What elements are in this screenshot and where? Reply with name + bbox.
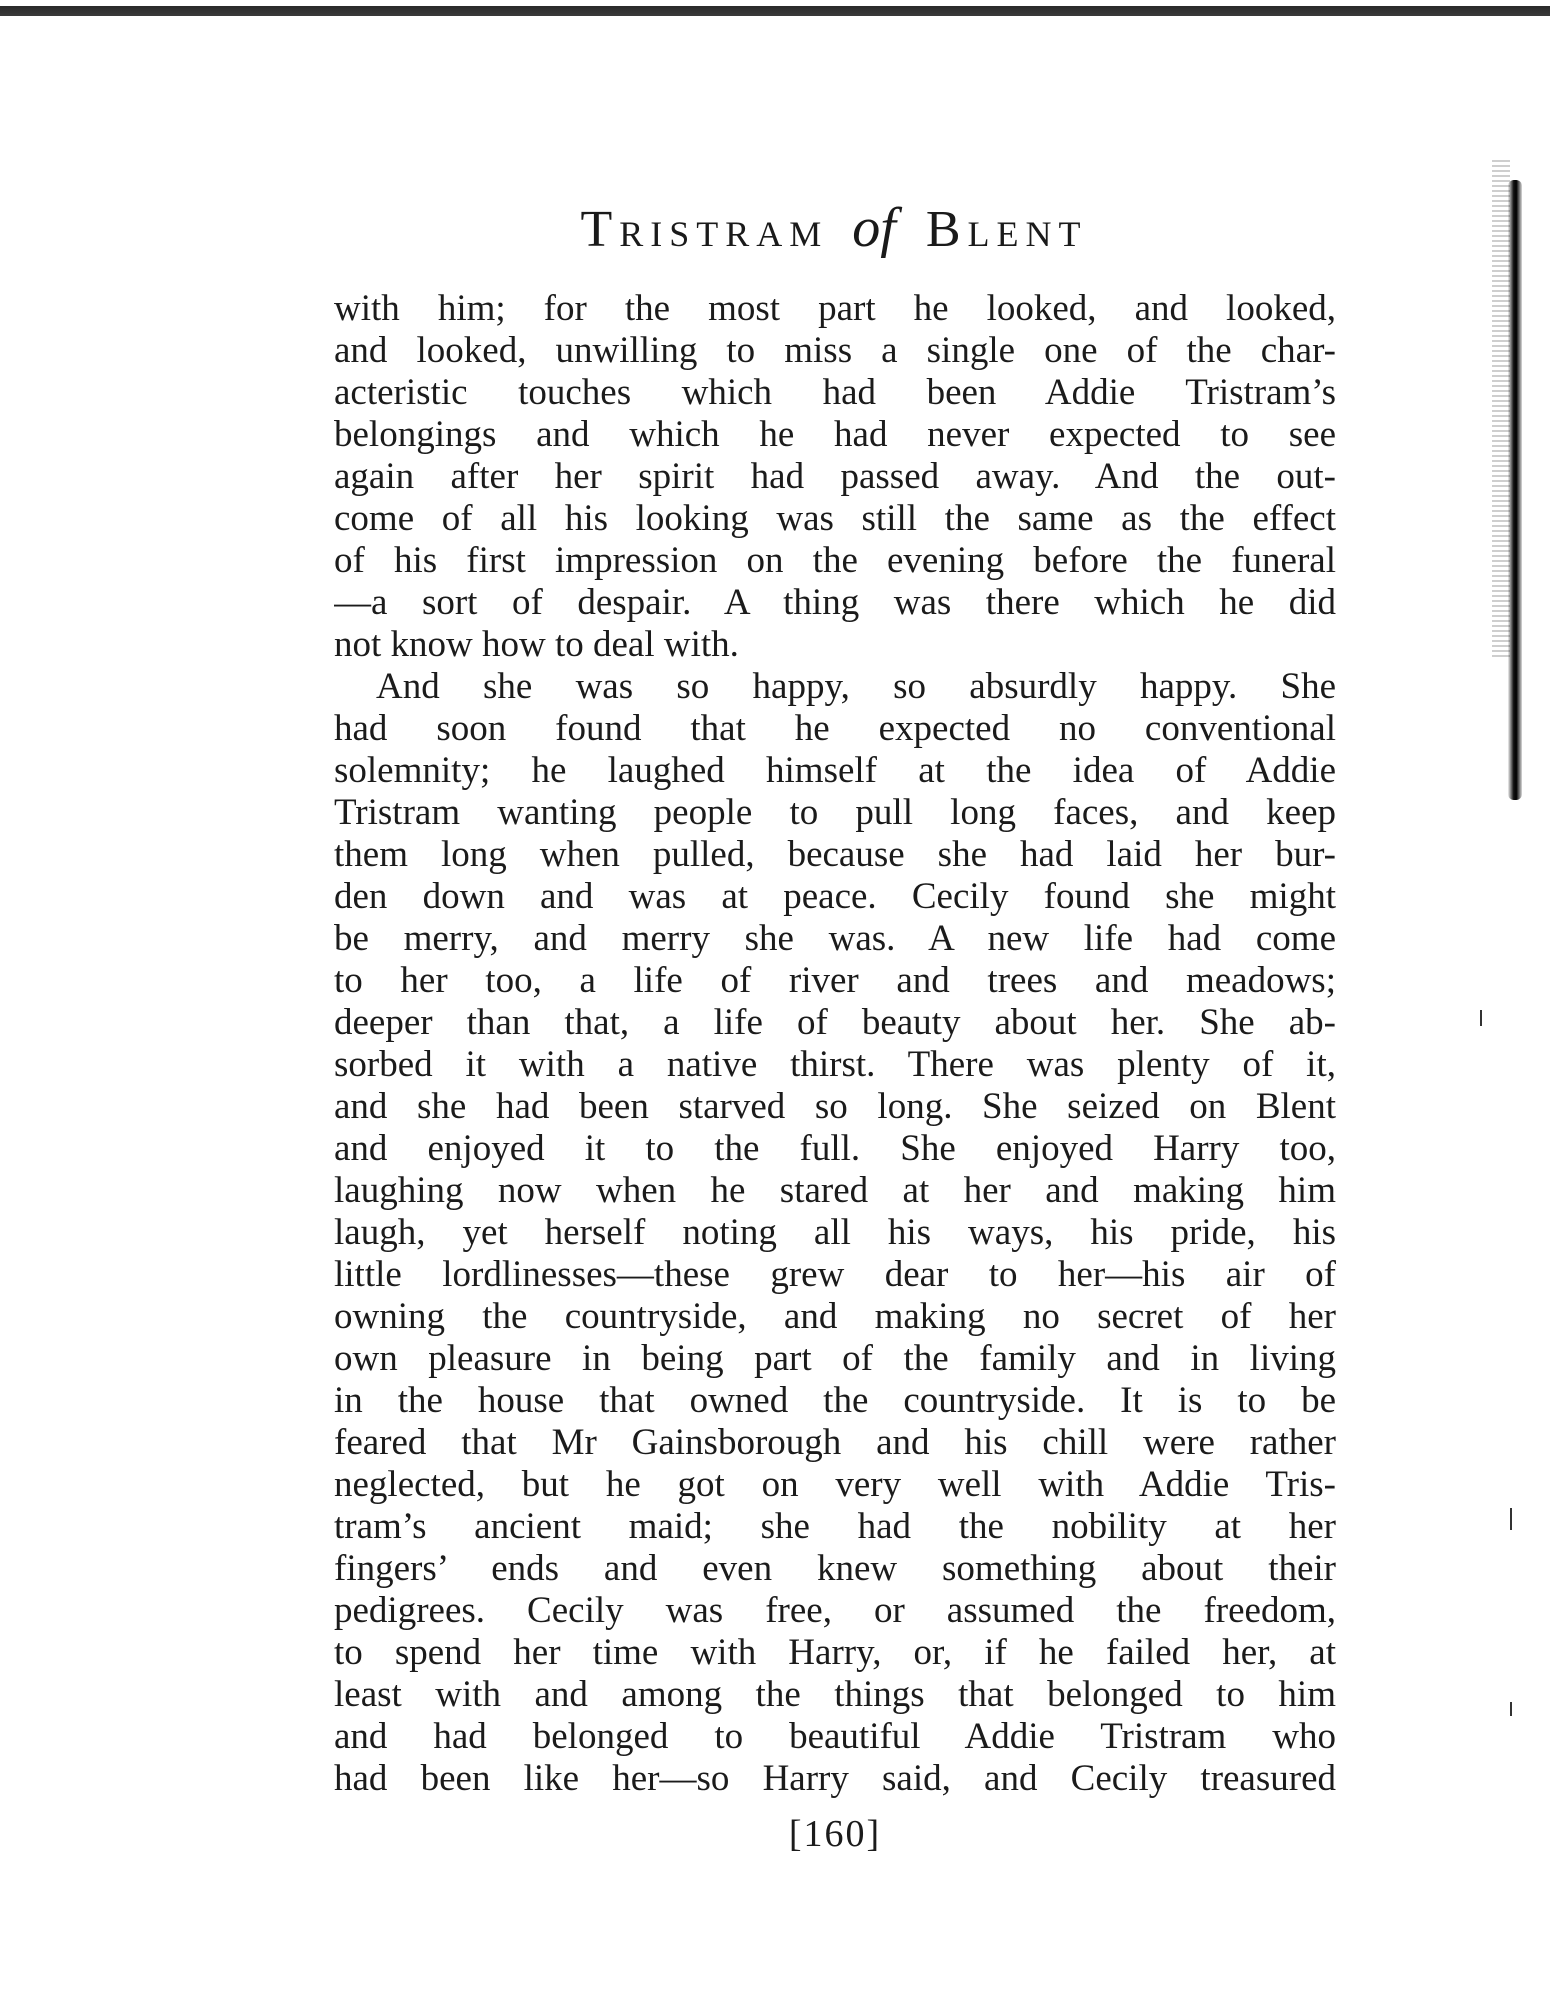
scan-edge-mark xyxy=(1508,180,1522,800)
text-line: neglected, but he got on very well with Addie Tris- xyxy=(334,1464,1336,1505)
text-line: laughing now when he stared at her and making him xyxy=(334,1170,1336,1211)
text-line: and she had been starved so long. She seized on Blent xyxy=(334,1086,1336,1127)
text-line: least with and among the things that belonged to him xyxy=(334,1674,1336,1715)
text-line: come of all his looking was still the same as the effect xyxy=(334,498,1336,539)
paragraph-start-line: And she was so happy, so absurdly happy. She xyxy=(376,666,1336,707)
text-line: solemnity; he laughed himself at the idea of Addie xyxy=(334,750,1336,791)
text-line: own pleasure in being part of the family and in living xyxy=(334,1338,1336,1379)
top-border-rule xyxy=(0,6,1550,16)
text-line: owning the countryside, and making no secret of her xyxy=(334,1296,1336,1337)
scan-speck xyxy=(1510,1702,1512,1716)
text-line: belongings and which he had never expected to see xyxy=(334,414,1336,455)
text-line: and had belonged to beautiful Addie Tristram who xyxy=(334,1716,1336,1757)
text-line: deeper than that, a life of beauty about her. She ab- xyxy=(334,1002,1336,1043)
text-line: acteristic touches which had been Addie Tristram’s xyxy=(334,372,1336,413)
text-line: not know how to deal with. xyxy=(334,624,739,665)
text-line: to spend her time with Harry, or, if he failed her, at xyxy=(334,1632,1336,1673)
text-line: little lordlinesses—these grew dear to her—his air of xyxy=(334,1254,1336,1295)
text-line: again after her spirit had passed away. And the out- xyxy=(334,456,1336,497)
text-line: laugh, yet herself noting all his ways, his pride, his xyxy=(334,1212,1336,1253)
text-line: and looked, unwilling to miss a single one of the char- xyxy=(334,330,1336,371)
text-line: be merry, and merry she was. A new life had come xyxy=(334,918,1336,959)
text-line: with him; for the most part he looked, and looked, xyxy=(334,288,1336,329)
running-head-title-part1: Tristram xyxy=(580,201,829,258)
text-line: pedigrees. Cecily was free, or assumed the freedom, xyxy=(334,1590,1336,1631)
running-head-connector: of xyxy=(852,197,896,259)
scan-speck xyxy=(1480,1010,1482,1026)
text-line: tram’s ancient maid; she had the nobility at her xyxy=(334,1506,1336,1547)
running-head xyxy=(334,196,1334,266)
text-line: feared that Mr Gainsborough and his chill were rather xyxy=(334,1422,1336,1463)
text-line: of his first impression on the evening before the funeral xyxy=(334,540,1336,581)
running-head-title-part2: Blent xyxy=(925,201,1088,258)
page-number: [160] xyxy=(788,1813,882,1855)
text-line: sorbed it with a native thirst. There was plenty of it, xyxy=(334,1044,1336,1085)
text-line: and enjoyed it to the full. She enjoyed Harry too, xyxy=(334,1128,1336,1169)
text-line: —a sort of despair. A thing was there which he did xyxy=(334,582,1336,623)
text-line: fingers’ ends and even knew something about their xyxy=(334,1548,1336,1589)
scan-speck xyxy=(1510,1508,1512,1530)
body-text xyxy=(334,288,1336,1800)
text-line: in the house that owned the countryside. It is to be xyxy=(334,1380,1336,1421)
text-line: to her too, a life of river and trees and meadows; xyxy=(334,960,1336,1001)
text-line: them long when pulled, because she had laid her bur- xyxy=(334,834,1336,875)
text-line: had soon found that he expected no conventional xyxy=(334,708,1336,749)
text-line: had been like her—so Harry said, and Cecily treasured xyxy=(334,1758,1336,1799)
text-line: Tristram wanting people to pull long faces, and keep xyxy=(334,792,1336,833)
text-line: den down and was at peace. Cecily found she might xyxy=(334,876,1336,917)
